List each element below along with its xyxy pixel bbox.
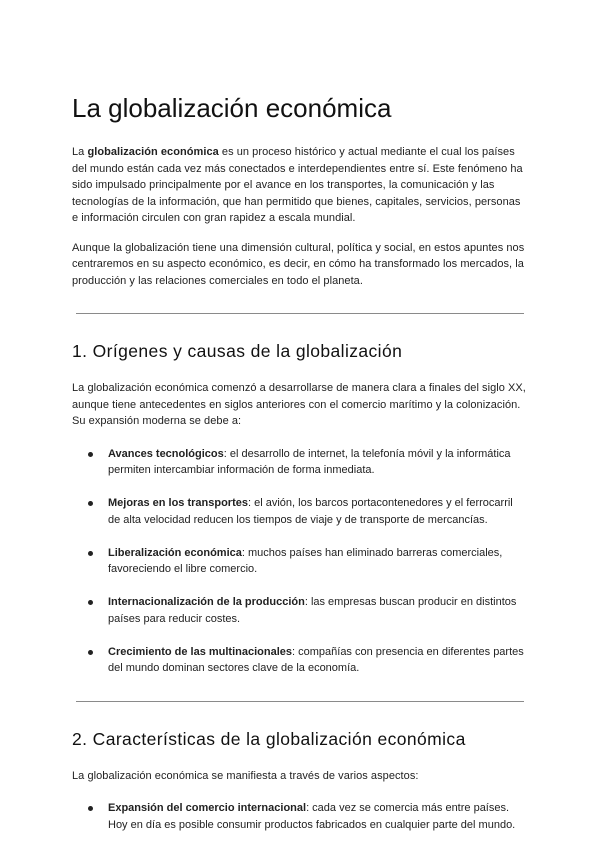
list-item-term: Liberalización económica	[108, 546, 242, 559]
list-item-term: Mejoras en los transportes	[108, 497, 248, 509]
intro-paragraph-1	[72, 144, 528, 227]
list-item-text: : cada vez se comercia más entre países. Hoy en día es posible consumir productos fabricados en cualquier parte del mundo.	[108, 802, 516, 831]
list-item-term: Internacionalización de la producción	[108, 596, 305, 608]
list-item	[72, 545, 528, 578]
bullet-icon	[88, 806, 93, 811]
section-2-list	[72, 800, 528, 833]
bullet-icon	[88, 551, 93, 556]
list-item-text: : compañías con presencia en diferentes partes del mundo dominan sectores clave de la economía.	[108, 645, 524, 674]
list-item	[72, 644, 528, 677]
list-item	[72, 800, 528, 833]
list-item-text: : muchos países han eliminado barreras comerciales, favoreciendo el libre comercio.	[108, 546, 503, 575]
section-divider-2	[76, 701, 524, 702]
document-title: La globalización económica	[72, 93, 392, 123]
section-2-paragraph: La globalización económica se manifiesta a través de varios aspectos:	[72, 769, 419, 782]
intro-prefix: La	[72, 146, 88, 158]
intro-paragraph-2: Aunque la globalización tiene una dimensión cultural, política y social, en estos apuntes nos centraremos en su aspecto económico, es decir, en cómo ha transformado los mercados, la producción y las relaciones comerciales en todo el planeta.	[72, 241, 525, 287]
list-item-term: Expansión del comercio internacional	[108, 802, 307, 814]
list-item	[72, 495, 528, 528]
section-divider-1	[76, 313, 524, 314]
bullet-icon	[88, 452, 93, 457]
intro-rest: es un proceso histórico y actual mediante el cual los países del mundo están cada vez más conectados e interdependientes entre sí. Este fenómeno ha sido impulsado principalmente por el avance en los transportes, la comunicación y las tecnologías de la información, que han permitido que bienes, capitales, servicios, personas e información circulen con gran rapidez a escala mundial.	[72, 146, 523, 224]
list-item	[72, 446, 528, 479]
section-1-heading: 1. Orígenes y causas de la globalización	[72, 341, 403, 361]
bullet-icon	[88, 650, 93, 655]
bullet-icon	[88, 600, 93, 605]
list-item-term: Avances tecnológicos	[108, 447, 224, 460]
list-item	[72, 594, 528, 627]
section-2-heading: 2. Características de la globalización económica	[72, 728, 466, 749]
intro-bold-term: globalización económica	[87, 146, 219, 158]
section-1-paragraph: La globalización económica comenzó a desarrollarse de manera clara a finales del siglo XX, aunque tiene antecedentes en siglos anteriores con el comercio marítimo y la colonización. Su expansión moderna se debe a:	[72, 382, 526, 427]
list-item-term: Crecimiento de las multinacionales	[108, 645, 293, 658]
list-item-text: : las empresas buscan producir en distintos países para reducir costes.	[108, 596, 517, 625]
section-1-list	[72, 446, 528, 677]
bullet-icon	[88, 501, 93, 506]
list-item-text: : el desarrollo de internet, la telefonía móvil y la informática permiten intercambiar información de forma inmediata.	[108, 447, 511, 476]
list-item-text: : el avión, los barcos portacontenedores y el ferrocarril de alta velocidad reducen los tiempos de viaje y de transporte de mercancías.	[108, 497, 513, 526]
